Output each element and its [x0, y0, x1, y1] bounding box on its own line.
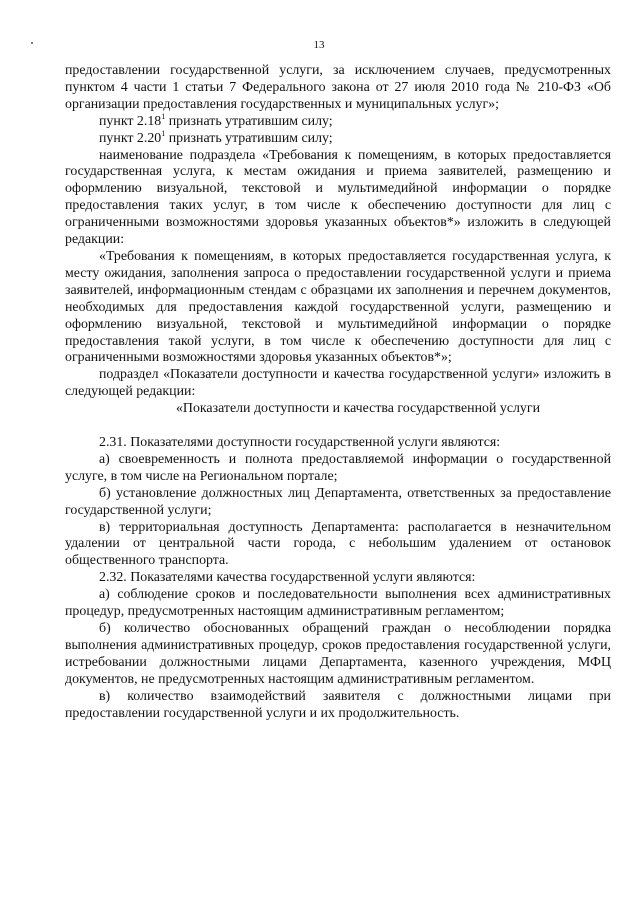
paragraph-2-31-c: в) территориальная доступность Департамента: располагается в незначительном удалении от центральной части города, с небольшим удалением от остановок общественного транспорта. [65, 519, 611, 569]
blank-line [65, 418, 611, 435]
item-2-20-rest: признать утратившим силу; [165, 130, 333, 146]
paragraph-item-2-20 [65, 128, 611, 148]
paragraph-2-32-b: б) количество обоснованных обращений граждан о несоблюдении порядка выполнения административных процедур, сроков предоставления государственной услуги, истребовании должностными лицами Департамента, казенного учреждения, МФЦ документов, не предусмотренных настоящим административным регламентом. [65, 621, 611, 687]
paragraph-new-wording: «Требования к помещениям, в которых предоставляется государственная услуга, к месту ожидания, заполнения запроса о предоставлении государственной услуги и приема заявителей, информационным стендам с образцами их заполнения и перечнем документов, необходимых для предоставления каждой государственной услуги, размещению и оформлению визуальной, текстовой и мультимедийной информации о порядке предоставления такой услуги, в том числе к обеспечению доступности для лиц с ограниченными возможностями здоровья указанных объектов*»; [65, 248, 611, 366]
item-2-18-superscript: 1 [161, 111, 166, 121]
paragraph-2-31-a: а) своевременность и полнота предоставляемой информации о государственной услуге, в том числе на Региональном портале; [65, 451, 611, 484]
item-2-20-superscript: 1 [161, 128, 166, 138]
page-number: 13 [313, 39, 325, 51]
paragraph-2-32: 2.32. Показателями качества государственной услуги являются: [99, 570, 476, 586]
paragraph-2-32-c: в) количество взаимодействий заявителя с должностными лицами при предоставлении государственной услуги и их продолжительность. [65, 688, 611, 721]
paragraph-subsection-name: наименование подраздела «Требования к помещениям, в которых предоставляется государственная услуга, к местам ожидания и приема заявителей, размещению и оформлению визуальной, текстовой и мультимедийной информации о порядке предоставления таких услуг, в том числе к обеспечению доступности для лиц с ограниченными возможностями здоровья указанных объектов*» изложить в следующей редакции: [65, 147, 611, 248]
paragraph-item-2-18 [65, 111, 611, 131]
paragraph-2-31: 2.31. Показателями доступности государственной услуги являются: [99, 435, 501, 451]
paragraph-subsection-indicators: подраздел «Показатели доступности и качества государственной услуги» изложить в следующей редакции: [65, 367, 611, 400]
item-2-20-text: пункт 2.20 [99, 130, 162, 146]
item-2-18-rest: признать утратившим силу; [165, 113, 333, 129]
paragraph-2-32-a: а) соблюдение сроков и последовательности выполнения всех административных процедур, предусмотренных настоящим административным регламентом; [65, 587, 611, 620]
document-body [65, 63, 611, 722]
paragraph-continuation: предоставлении государственной услуги, за исключением случаев, предусмотренных пунктом 4 части 1 статьи 7 Федерального закона от 27 июля 2010 года № 210-ФЗ «Об организации предоставления государственных и муниципальных услуг»; [65, 63, 611, 112]
paragraph-2-31-b: б) установление должностных лиц Департамента, ответственных за предоставление государственной услуги; [65, 485, 611, 518]
subsection-heading: «Показатели доступности и качества государственной услуги [175, 401, 541, 417]
item-2-18-text: пункт 2.18 [99, 113, 162, 129]
